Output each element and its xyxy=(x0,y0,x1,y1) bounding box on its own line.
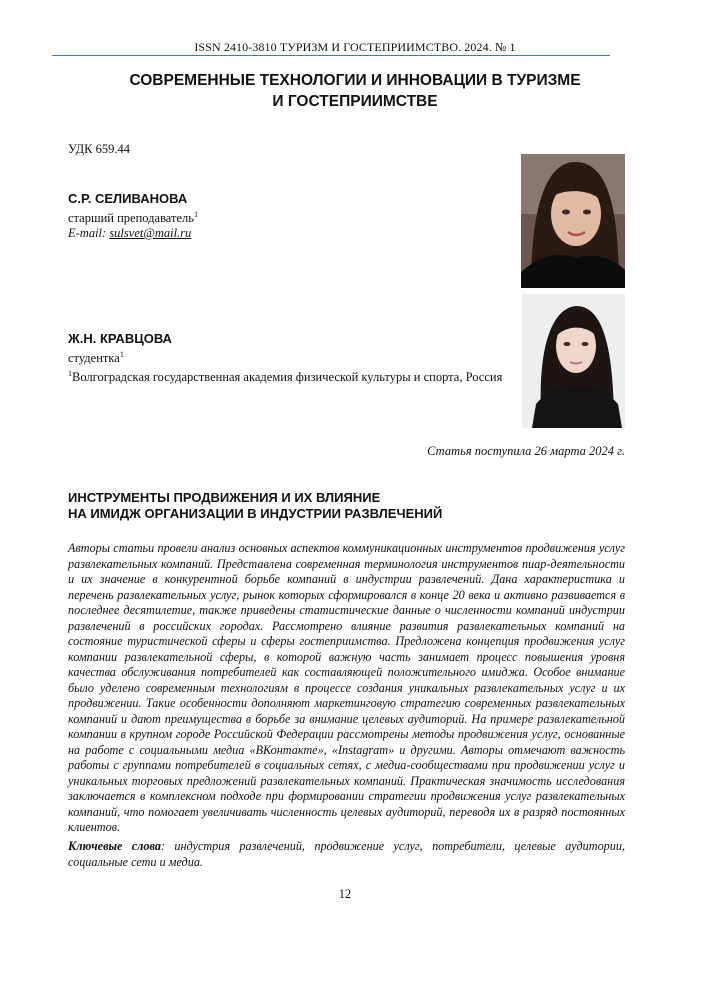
author-photo-1 xyxy=(521,154,625,288)
header-rule xyxy=(52,55,610,56)
author-name: С.Р. СЕЛИВАНОВА xyxy=(68,191,188,206)
affiliation-mark: 1 xyxy=(119,350,124,359)
keywords-text: : индустрия развлечений, продвижение услуг, потребители, целевые аудитории, социальные сети и медиа. xyxy=(68,839,625,869)
email-label: E-mail: xyxy=(68,226,110,240)
keywords xyxy=(68,839,625,870)
author-position-text: старший преподаватель xyxy=(68,211,194,225)
author-block-2 xyxy=(68,331,508,385)
received-date: Статья поступила 26 марта 2024 г. xyxy=(427,444,625,458)
author-position xyxy=(68,207,198,226)
article-title-line: НА ИМИДЖ ОРГАНИЗАЦИИ В ИНДУСТРИИ РАЗВЛЕЧЕНИЙ xyxy=(68,506,443,521)
abstract: Авторы статьи провели анализ основных аспектов коммуникационных инструментов продвижения услуг развлекательных компаний. Представлена современная терминология инструментов пиар-деятельности и их значение в конкурентной борьбе компаний в индустрии развлечений. Дана характеристика и перечень развлекательных услуг, рынок которых сформировался в конце 20 века и активно развивается в последнее десятилетие, также приведены статистические данные о численности компаний индустрии развлечений в российских городах. Рассмотрено влияние развития развлекательных компаний на состояние туристической сферы и сферы гостеприимства. Предложена концепция продвижения услуг компании развлекательной сферы, в которой важную часть занимает процесс повышения уровня качества обслуживания потребителей как составляющей положительного имиджа. Особое внимание было уделено современным технологиям в процессе создания уникальных развлекательных услуг и их продвижении. Такие особенности дополняют маркетинговую стратегию современных развлекательных компаний и дают преимущества в борьбе за внимание целевых аудиторий. На примере развлекательной компании в крупном городе Российской Федерации рассмотрены методы продвижения услуг, основанные на работе с социальными медиа «ВКонтакте», «Instagram» и другими. Авторы отмечают важность работы с группами потребителей в социальных сетях, с медиа-сообществами при продвижении услуг и уникальных торговых предложений развлекательных компаний. Практическая значимость исследования заключается в комплексном подходе при формировании стратегии продвижения услуг развлекательных компаний, что помогает увеличивать численность целевых аудиторий, переводя их в разряд постоянных клиентов. xyxy=(68,541,625,834)
section-title-line: И ГОСТЕПРИИМСТВЕ xyxy=(272,93,438,110)
portrait-image xyxy=(522,294,625,428)
author-affiliation xyxy=(68,366,508,385)
author-block-1 xyxy=(68,191,198,241)
author-position xyxy=(68,347,508,366)
author-photo-2 xyxy=(522,294,625,428)
page-number: 12 xyxy=(338,887,352,901)
keywords-label: Ключевые слова xyxy=(68,839,161,853)
running-head: ISSN 2410-3810 ТУРИЗМ И ГОСТЕПРИИМСТВО. 2024. № 1 xyxy=(194,40,516,54)
section-title-line: СОВРЕМЕННЫЕ ТЕХНОЛОГИИ И ИННОВАЦИИ В ТУРИЗМЕ xyxy=(129,72,581,89)
affiliation-text: Волгоградская государственная академия физической культуры и спорта, Россия xyxy=(72,370,503,384)
udk-code: УДК 659.44 xyxy=(68,142,130,156)
affiliation-mark: 1 xyxy=(68,369,72,378)
portrait-image xyxy=(521,154,625,288)
author-email xyxy=(68,226,198,241)
article-title-line: ИНСТРУМЕНТЫ ПРОДВИЖЕНИЯ И ИХ ВЛИЯНИЕ xyxy=(68,490,381,505)
article-title xyxy=(68,490,628,522)
email-link[interactable]: sulsvet@mail.ru xyxy=(109,226,192,240)
section-title xyxy=(60,70,650,112)
author-position-text: студентка xyxy=(68,351,120,365)
author-name: Ж.Н. КРАВЦОВА xyxy=(68,331,172,346)
affiliation-mark: 1 xyxy=(193,210,198,219)
